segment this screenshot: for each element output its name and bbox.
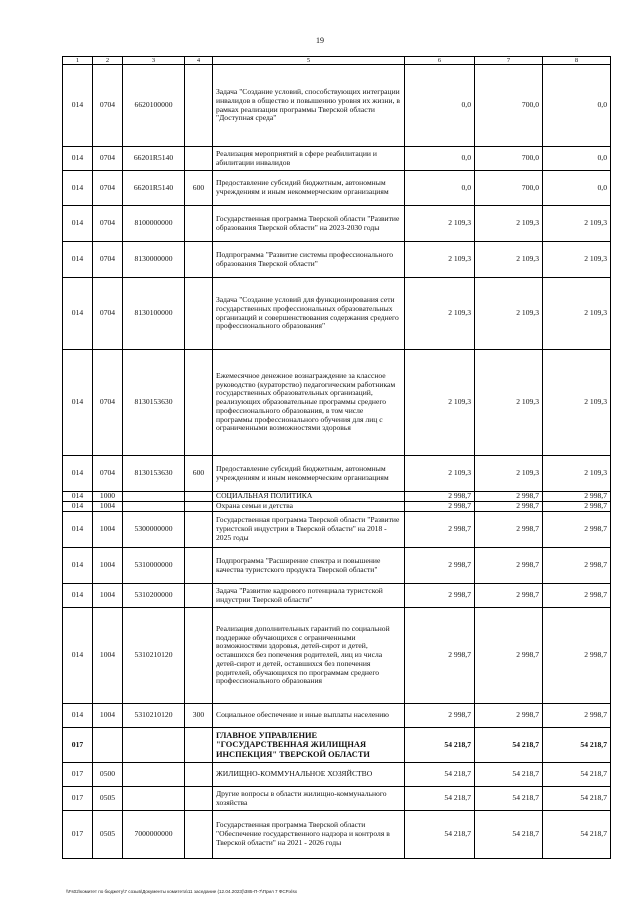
amount-col7-cell: 2 998,7 [475,584,543,608]
amount-col8-cell: 54 218,7 [543,728,611,763]
admin-code-cell: 014 [63,147,93,171]
description-cell: Предоставление субсидий бюджетным, автономным учреждениям и иным некоммерческим организациям [213,171,405,206]
amount-col8-cell: 2 109,3 [543,278,611,350]
admin-code-cell: 014 [63,512,93,548]
section-code-cell: 0704 [93,147,123,171]
target-article-cell: 5310000000 [123,548,185,584]
section-code-cell: 1004 [93,512,123,548]
table-row [63,548,611,584]
table-row [63,350,611,456]
table-row [63,456,611,492]
expense-type-cell [185,548,213,584]
description-cell: Государственная программа Тверской области "Развитие туристской индустрии в Тверской области" на 2018 - 2025 годы [213,512,405,548]
target-article-cell: 5310210120 [123,608,185,704]
target-article-cell: 8130000000 [123,242,185,278]
amount-col7-cell: 2 998,7 [475,548,543,584]
table-row [63,492,611,502]
table-row [63,278,611,350]
description-cell: Задача "Развитие кадрового потенциала туристской индустрии Тверской области" [213,584,405,608]
admin-code-cell: 017 [63,728,93,763]
expense-type-cell: 600 [185,171,213,206]
section-code-cell: 0704 [93,206,123,242]
target-article-cell [123,502,185,512]
amount-col7-cell: 700,0 [475,65,543,147]
amount-col7-cell: 2 998,7 [475,492,543,502]
target-article-cell [123,492,185,502]
description-cell: Государственная программа Тверской области "Развитие образования Тверской области" на 2023-2030 годы [213,206,405,242]
table-row [63,787,611,811]
expense-type-cell [185,502,213,512]
section-code-cell: 0505 [93,787,123,811]
header-cell: 6 [405,57,475,65]
amount-col6-cell: 2 998,7 [405,492,475,502]
section-code-cell: 1004 [93,608,123,704]
admin-code-cell: 014 [63,171,93,206]
amount-col7-cell: 700,0 [475,171,543,206]
expense-type-cell [185,608,213,704]
section-code-cell [93,728,123,763]
target-article-cell: 8100000000 [123,206,185,242]
admin-code-cell: 014 [63,584,93,608]
amount-col7-cell: 54 218,7 [475,728,543,763]
description-cell: ГЛАВНОЕ УПРАВЛЕНИЕ "ГОСУДАРСТВЕННАЯ ЖИЛИЩНАЯ ИНСПЕКЦИЯ" ТВЕРСКОЙ ОБЛАСТИ [213,728,405,763]
expense-type-cell [185,811,213,859]
admin-code-cell: 014 [63,278,93,350]
expense-type-cell [185,512,213,548]
amount-col8-cell: 2 998,7 [543,512,611,548]
header-row [63,57,611,65]
description-cell: Реализация мероприятий в сфере реабилитации и абилитации инвалидов [213,147,405,171]
amount-col7-cell: 2 109,3 [475,456,543,492]
header-cell: 2 [93,57,123,65]
amount-col8-cell: 2 998,7 [543,492,611,502]
amount-col6-cell: 2 998,7 [405,512,475,548]
admin-code-cell: 014 [63,704,93,728]
target-article-cell: 66201R5140 [123,171,185,206]
amount-col7-cell: 2 109,3 [475,206,543,242]
expense-type-cell [185,584,213,608]
amount-col6-cell: 2 998,7 [405,502,475,512]
header-cell: 7 [475,57,543,65]
amount-col6-cell: 54 218,7 [405,811,475,859]
section-code-cell: 1004 [93,704,123,728]
admin-code-cell: 014 [63,206,93,242]
budget-table [62,56,611,859]
description-cell: Предоставление субсидий бюджетным, автономным учреждениям и иным некоммерческим организациям [213,456,405,492]
description-cell: Задача "Создание условий, способствующих интеграции инвалидов в общество и повышению уровня их жизни, в рамках реализации программы Тверской области "Доступная среда" [213,65,405,147]
description-cell: ЖИЛИЩНО-КОММУНАЛЬНОЕ ХОЗЯЙСТВО [213,763,405,787]
amount-col8-cell: 2 998,7 [543,584,611,608]
table-row [63,763,611,787]
amount-col8-cell: 2 109,3 [543,242,611,278]
section-code-cell: 1004 [93,584,123,608]
file-path-footer: \\Fs02\комитет по бюджету\7 созыв\Документы комитета\11 заседание (12.04.2023)\385-П-7\Прил 7 ФСР.xlsx [66,889,298,894]
table-row [63,608,611,704]
expense-type-cell [185,763,213,787]
amount-col6-cell: 54 218,7 [405,763,475,787]
amount-col8-cell: 54 218,7 [543,787,611,811]
header-cell: 1 [63,57,93,65]
expense-type-cell [185,65,213,147]
amount-col7-cell: 2 998,7 [475,512,543,548]
description-cell: Охрана семьи и детства [213,502,405,512]
expense-type-cell: 300 [185,704,213,728]
target-article-cell: 66201R5140 [123,147,185,171]
target-article-cell: 8130100000 [123,278,185,350]
amount-col8-cell: 2 998,7 [543,548,611,584]
amount-col8-cell: 0,0 [543,171,611,206]
target-article-cell: 6620100000 [123,65,185,147]
expense-type-cell [185,787,213,811]
target-article-cell [123,728,185,763]
section-code-cell: 1004 [93,502,123,512]
section-code-cell: 0704 [93,65,123,147]
target-article-cell: 5300000000 [123,512,185,548]
section-code-cell: 0704 [93,456,123,492]
target-article-cell [123,787,185,811]
amount-col6-cell: 2 998,7 [405,608,475,704]
admin-code-cell: 014 [63,608,93,704]
amount-col7-cell: 2 998,7 [475,502,543,512]
header-cell: 5 [213,57,405,65]
expense-type-cell [185,728,213,763]
section-code-cell: 0704 [93,242,123,278]
description-cell: Другие вопросы в области жилищно-коммунального хозяйства [213,787,405,811]
amount-col8-cell: 2 998,7 [543,502,611,512]
amount-col6-cell: 0,0 [405,147,475,171]
section-code-cell: 1000 [93,492,123,502]
table-row [63,512,611,548]
description-cell: Задача "Создание условий для функционирования сети государственных профессиональных образовательных организаций и совершенствования содержания среднего профессионального образования" [213,278,405,350]
amount-col6-cell: 2 998,7 [405,548,475,584]
table-row [63,728,611,763]
amount-col8-cell: 2 109,3 [543,456,611,492]
table-row [63,242,611,278]
amount-col6-cell: 2 109,3 [405,206,475,242]
amount-col8-cell: 2 998,7 [543,704,611,728]
admin-code-cell: 017 [63,763,93,787]
amount-col7-cell: 54 218,7 [475,787,543,811]
amount-col7-cell: 700,0 [475,147,543,171]
amount-col6-cell: 0,0 [405,65,475,147]
page-number: 19 [316,36,324,45]
table-row [63,171,611,206]
admin-code-cell: 014 [63,502,93,512]
expense-type-cell [185,242,213,278]
amount-col7-cell: 2 109,3 [475,278,543,350]
amount-col7-cell: 2 109,3 [475,242,543,278]
section-code-cell: 1004 [93,548,123,584]
amount-col7-cell: 2 998,7 [475,704,543,728]
section-code-cell: 0704 [93,171,123,206]
amount-col6-cell: 2 109,3 [405,278,475,350]
description-cell: Ежемесячное денежное вознаграждение за классное руководство (кураторство) педагогическим работникам государственных образовательных организаций, реализующих образовательные программы среднего профессионального образования, в том числе программы профессионального обучения для лиц с ограниченными возможностями здоровья [213,350,405,456]
table-row [63,811,611,859]
amount-col6-cell: 2 998,7 [405,584,475,608]
description-cell: Подпрограмма "Развитие системы профессионального образования Тверской области" [213,242,405,278]
admin-code-cell: 014 [63,548,93,584]
amount-col6-cell: 54 218,7 [405,787,475,811]
expense-type-cell [185,278,213,350]
amount-col7-cell: 54 218,7 [475,763,543,787]
table-row [63,206,611,242]
amount-col8-cell: 0,0 [543,147,611,171]
section-code-cell: 0505 [93,811,123,859]
section-code-cell: 0704 [93,278,123,350]
amount-col6-cell: 2 109,3 [405,456,475,492]
expense-type-cell: 600 [185,456,213,492]
description-cell: Социальное обеспечение и иные выплаты населению [213,704,405,728]
target-article-cell [123,763,185,787]
description-cell: Государственная программа Тверской области "Обеспечение государственного надзора и контроля в Тверской области" на 2021 - 2026 годы [213,811,405,859]
amount-col7-cell: 54 218,7 [475,811,543,859]
description-cell: Реализация дополнительных гарантий по социальной поддержке обучающихся с ограниченными возможностями здоровья, детей-сирот и детей, оставшихся без попечения родителей, лиц из числа детей-сирот и детей, оставшихся без попечения родителей, обучающихся по программам среднего профессионального образования [213,608,405,704]
table-row [63,65,611,147]
section-code-cell: 0704 [93,350,123,456]
amount-col8-cell: 2 109,3 [543,350,611,456]
description-cell: СОЦИАЛЬНАЯ ПОЛИТИКА [213,492,405,502]
description-cell: Подпрограмма "Расширение спектра и повышение качества туристского продукта Тверской области" [213,548,405,584]
table-row [63,704,611,728]
target-article-cell: 7000000000 [123,811,185,859]
amount-col7-cell: 2 998,7 [475,608,543,704]
table-row [63,584,611,608]
amount-col8-cell: 2 998,7 [543,608,611,704]
header-cell: 4 [185,57,213,65]
target-article-cell: 5310200000 [123,584,185,608]
admin-code-cell: 014 [63,492,93,502]
expense-type-cell [185,492,213,502]
admin-code-cell: 017 [63,811,93,859]
expense-type-cell [185,206,213,242]
amount-col6-cell: 2 998,7 [405,704,475,728]
section-code-cell: 0500 [93,763,123,787]
table-row [63,147,611,171]
table-row [63,502,611,512]
target-article-cell: 8130153630 [123,456,185,492]
amount-col8-cell: 54 218,7 [543,763,611,787]
admin-code-cell: 014 [63,350,93,456]
amount-col6-cell: 0,0 [405,171,475,206]
amount-col6-cell: 54 218,7 [405,728,475,763]
amount-col8-cell: 54 218,7 [543,811,611,859]
amount-col6-cell: 2 109,3 [405,242,475,278]
header-cell: 8 [543,57,611,65]
admin-code-cell: 014 [63,242,93,278]
target-article-cell: 8130153630 [123,350,185,456]
table-body [63,57,611,859]
admin-code-cell: 014 [63,456,93,492]
amount-col7-cell: 2 109,3 [475,350,543,456]
admin-code-cell: 014 [63,65,93,147]
expense-type-cell [185,147,213,171]
amount-col8-cell: 2 109,3 [543,206,611,242]
admin-code-cell: 017 [63,787,93,811]
header-cell: 3 [123,57,185,65]
amount-col6-cell: 2 109,3 [405,350,475,456]
amount-col8-cell: 0,0 [543,65,611,147]
expense-type-cell [185,350,213,456]
target-article-cell: 5310210120 [123,704,185,728]
